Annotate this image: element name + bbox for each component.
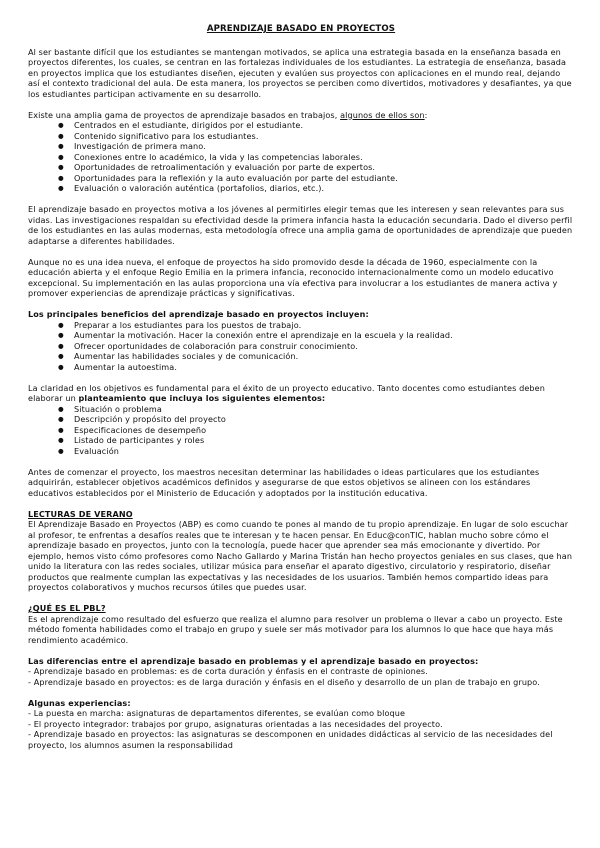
list-item: ● Centrados en el estudiante, dirigidos por el estudiante. [58,120,574,131]
list-item: ● Contenido significativo para los estudiantes. [58,131,574,142]
experiences-line: - Aprendizaje basado en proyectos: las asignaturas se descomponen en unidades didácticas al servicio de las necesidades del proyecto, los alumnos asumen la responsabilidad [28,729,553,750]
benefits-heading: Los principales beneficios del aprendizaje basado en proyectos incluyen: [28,309,369,319]
benefits-list [28,320,574,373]
experiences-line: - La puesta en marcha: asignaturas de departamentos diferentes, se evalúan como bloque [28,708,406,718]
experiences-heading: Algunas experiencias: [28,697,131,708]
readings-heading: LECTURAS DE VERANO [28,508,133,519]
list-item: ● Investigación de primera mano. [58,141,574,152]
approaches-list [28,120,574,194]
differences-heading: Las diferencias entre el aprendizaje basado en problemas y el aprendizaje basado en proyectos: [28,655,479,666]
planning-lead-bold: planteamiento que incluya los siguientes elementos: [78,393,326,403]
approaches-lead-colon: : [424,109,428,120]
before-project-paragraph: Antes de comenzar el proyecto, los maestros necesitan determinar las habilidades o ideas particulares que los estudiantes adquirirán, establecer objetivos académicos definidos y asegurarse de que estos objetivos se alineen con los estándares educativos establecidos por el Ministerio de Educación y adoptados por la institución educativa. [28,466,540,498]
list-item: ● Aumentar la motivación. Hacer la conexión entre el aprendizaje en la escuela y la realidad. [58,330,574,341]
list-item: ● Evaluación [58,446,574,457]
list-item: ● Ofrecer oportunidades de colaboración para construir conocimiento. [58,341,574,352]
approaches-lead [28,110,574,121]
differences-line: - Aprendizaje basado en proyectos: es de larga duración y énfasis en el diseño y desarrollo de un plan de trabajo en grupo. [28,676,540,687]
pbl-paragraph: Es el aprendizaje como resultado del esfuerzo que realiza el alumno para resolver un problema o llevar a cabo un proyecto. Este método fomenta habilidades como el trabajo en grupo y suele ser más motivador para los alumnos lo que hace que haya más rendimiento académico. [28,613,563,645]
history-paragraph: Aunque no es una idea nueva, el enfoque de proyectos ha sido promovido desde la década de 1960, especialmente con la educación abierta y el enfoque Regio Emilia en la primera infancia, reconocido internacionalmente como un modelo educativo excepcional. Su implementación en las aulas proporciona una vía efectiva para involucrar a los estudiantes de manera activa y promover experiencias de aprendizaje prácticas y significativas. [28,256,558,298]
pbl-heading: ¿QUÉ ES EL PBL? [28,603,106,613]
motivation-paragraph: El aprendizaje basado en proyectos motiva a los jóvenes al permitirles elegir temas que les interesen y sean relevantes para sus vidas. Las investigaciones respaldan su efectividad desde la primera infancia hasta la educación secundaria. Dado el diverso perfil de los estudiantes en las aulas modernas, esta metodología ofrece una amplia gama de oportunidades de aprendizaje que pueden adaptarse a diferentes habilidades. [28,204,573,246]
list-item: ● Especificaciones de desempeño [58,425,574,436]
planning-lead-text: La claridad en los objetivos es fundamental para el éxito de un proyecto educativo. Tanto docentes como estudiantes deben elaborar un [28,382,545,403]
readings-paragraph: El Aprendizaje Basado en Proyectos (ABP) es como cuando te pones al mando de tu propio aprendizaje. En lugar de solo escuchar al profesor, te enfrentas a desafíos reales que te interesan y te hacen pensar. En Educ@conTIC, hablan mucho sobre cómo el aprendizaje basado en proyectos, junto con la tecnología, puede hacer que aprender sea más emocionante y divertido. Por ejemplo, hemos visto cómo profesores como Nacho Gallardo y Marina Tristán han hecho proyectos geniales en sus clases, que han unido la literatura con las redes sociales, utilizar música para enseñar el aparato digestivo, circulatorio y respiratorio, diseñar productos que realmente cumplan las expectativas y las necesidades de los usuarios. También hemos compartido ideas para proyectos colaborativos y muchos recursos útiles que puedes usar. [28,519,573,592]
list-item: ● Aumentar la autoestima. [58,362,574,373]
intro-paragraph: Al ser bastante difícil que los estudiantes se mantengan motivados, se aplica una estrategia basada en la enseñanza basada en proyectos diferentes, los cuales, se centran en las fortalezas individuales de los estudiantes. La estrategia de enseñanza, basada en proyectos implica que los estudiantes diseñen, ejecuten y evalúen sus proyectos con aplicaciones en el mundo real, dejando así el contexto tradicional del aula. De esta manera, los proyectos se perciben como divertidos, motivadores y desafiantes, ya que los estudiantes participan activamente en su desarrollo. [28,46,572,99]
list-item: ● Descripción y propósito del proyecto [58,414,574,425]
experiences-line: - El proyecto integrador: trabajos por grupo, asignaturas orientadas a las necesidades del proyecto. [28,718,443,729]
differences-line: - Aprendizaje basado en problemas: es de corta duración y énfasis en el contraste de opiniones. [28,666,428,676]
planning-list [28,404,574,457]
document-page [28,24,574,750]
list-item: ● Evaluación o valoración auténtica (portafolios, diarios, etc.). [58,183,574,194]
approaches-lead-underlined: algunos de ellos son [340,109,425,120]
approaches-lead-text: Existe una amplia gama de proyectos de aprendizaje basados en trabajos, [28,109,341,120]
list-item: ● Conexiones entre lo académico, la vida y las competencias laborales. [58,152,574,163]
planning-lead [28,383,574,404]
list-item: ● Oportunidades de retroalimentación y evaluación por parte de expertos. [58,162,574,173]
list-item: ● Oportunidades para la reflexión y la auto evaluación por parte del estudiante. [58,173,574,184]
list-item: ● Preparar a los estudiantes para los puestos de trabajo. [58,320,574,331]
list-item: ● Listado de participantes y roles [58,435,574,446]
list-item: ● Aumentar las habilidades sociales y de comunicación. [58,351,574,362]
document-title: APRENDIZAJE BASADO EN PROYECTOS [206,24,396,34]
list-item: ● Situación o problema [58,404,574,415]
